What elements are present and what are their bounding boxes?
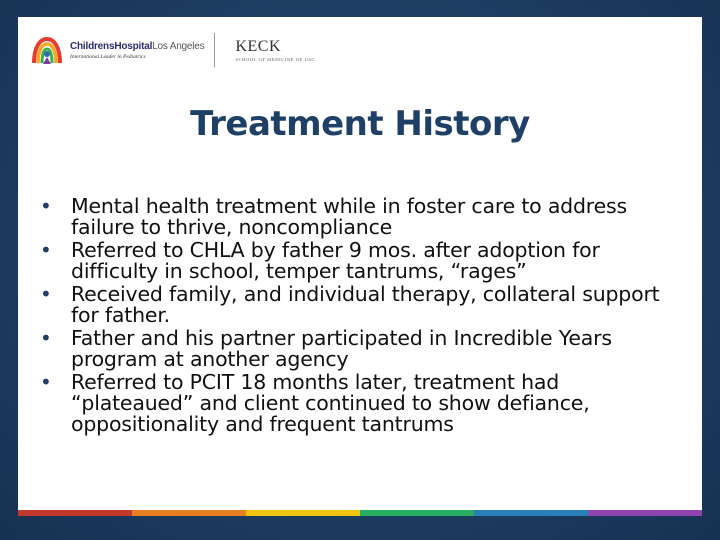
bullet-item xyxy=(40,284,680,326)
chla-name xyxy=(70,41,204,52)
bullet-item xyxy=(40,328,680,370)
stripe-segment xyxy=(474,510,588,516)
chla-name-bold: ChildrensHospital xyxy=(70,40,153,52)
stripe-segment xyxy=(18,510,132,516)
stripe-segment xyxy=(132,510,246,516)
logo-divider xyxy=(214,33,215,67)
keck-name: KECK xyxy=(235,38,282,55)
bullet-text: Received family, and individual therapy, collateral support for father. xyxy=(71,282,660,327)
bullet-text: Referred to PCIT 18 months later, treatment had “plateaued” and client continued to show defiance, oppositionality and frequent tantrums xyxy=(71,370,590,436)
bullet-dot: • xyxy=(40,326,52,350)
stripe-segment xyxy=(360,510,474,516)
bullet-list xyxy=(40,196,680,437)
bullet-text: Referred to CHLA by father 9 mos. after adoption for difficulty in school, temper tantrums, “rages” xyxy=(71,238,600,283)
bullet-dot: • xyxy=(40,370,52,394)
keck-logo xyxy=(235,38,315,62)
header-logos xyxy=(30,30,315,70)
chla-logo-text xyxy=(70,41,204,60)
bullet-text: Mental health treatment while in foster care to address failure to thrive, noncompliance xyxy=(71,194,627,239)
bullet-dot: • xyxy=(40,194,52,218)
stripe-segment xyxy=(588,510,702,516)
bullet-item xyxy=(40,372,680,435)
chla-tagline: International Leader in Pediatrics xyxy=(70,53,146,60)
bullet-item xyxy=(40,196,680,238)
chla-name-rest: Los Angeles xyxy=(152,40,205,52)
keck-subtitle: SCHOOL OF MEDICINE OF USC xyxy=(235,57,316,62)
bullet-dot: • xyxy=(40,282,52,306)
bullet-text: Father and his partner participated in Incredible Years program at another agency xyxy=(71,326,612,371)
slide-title: Treatment History xyxy=(190,104,530,144)
rainbow-stripe xyxy=(18,510,702,516)
bullet-dot: • xyxy=(40,238,52,262)
bullet-item xyxy=(40,240,680,282)
chla-logo-icon xyxy=(30,33,64,67)
stripe-segment xyxy=(246,510,360,516)
